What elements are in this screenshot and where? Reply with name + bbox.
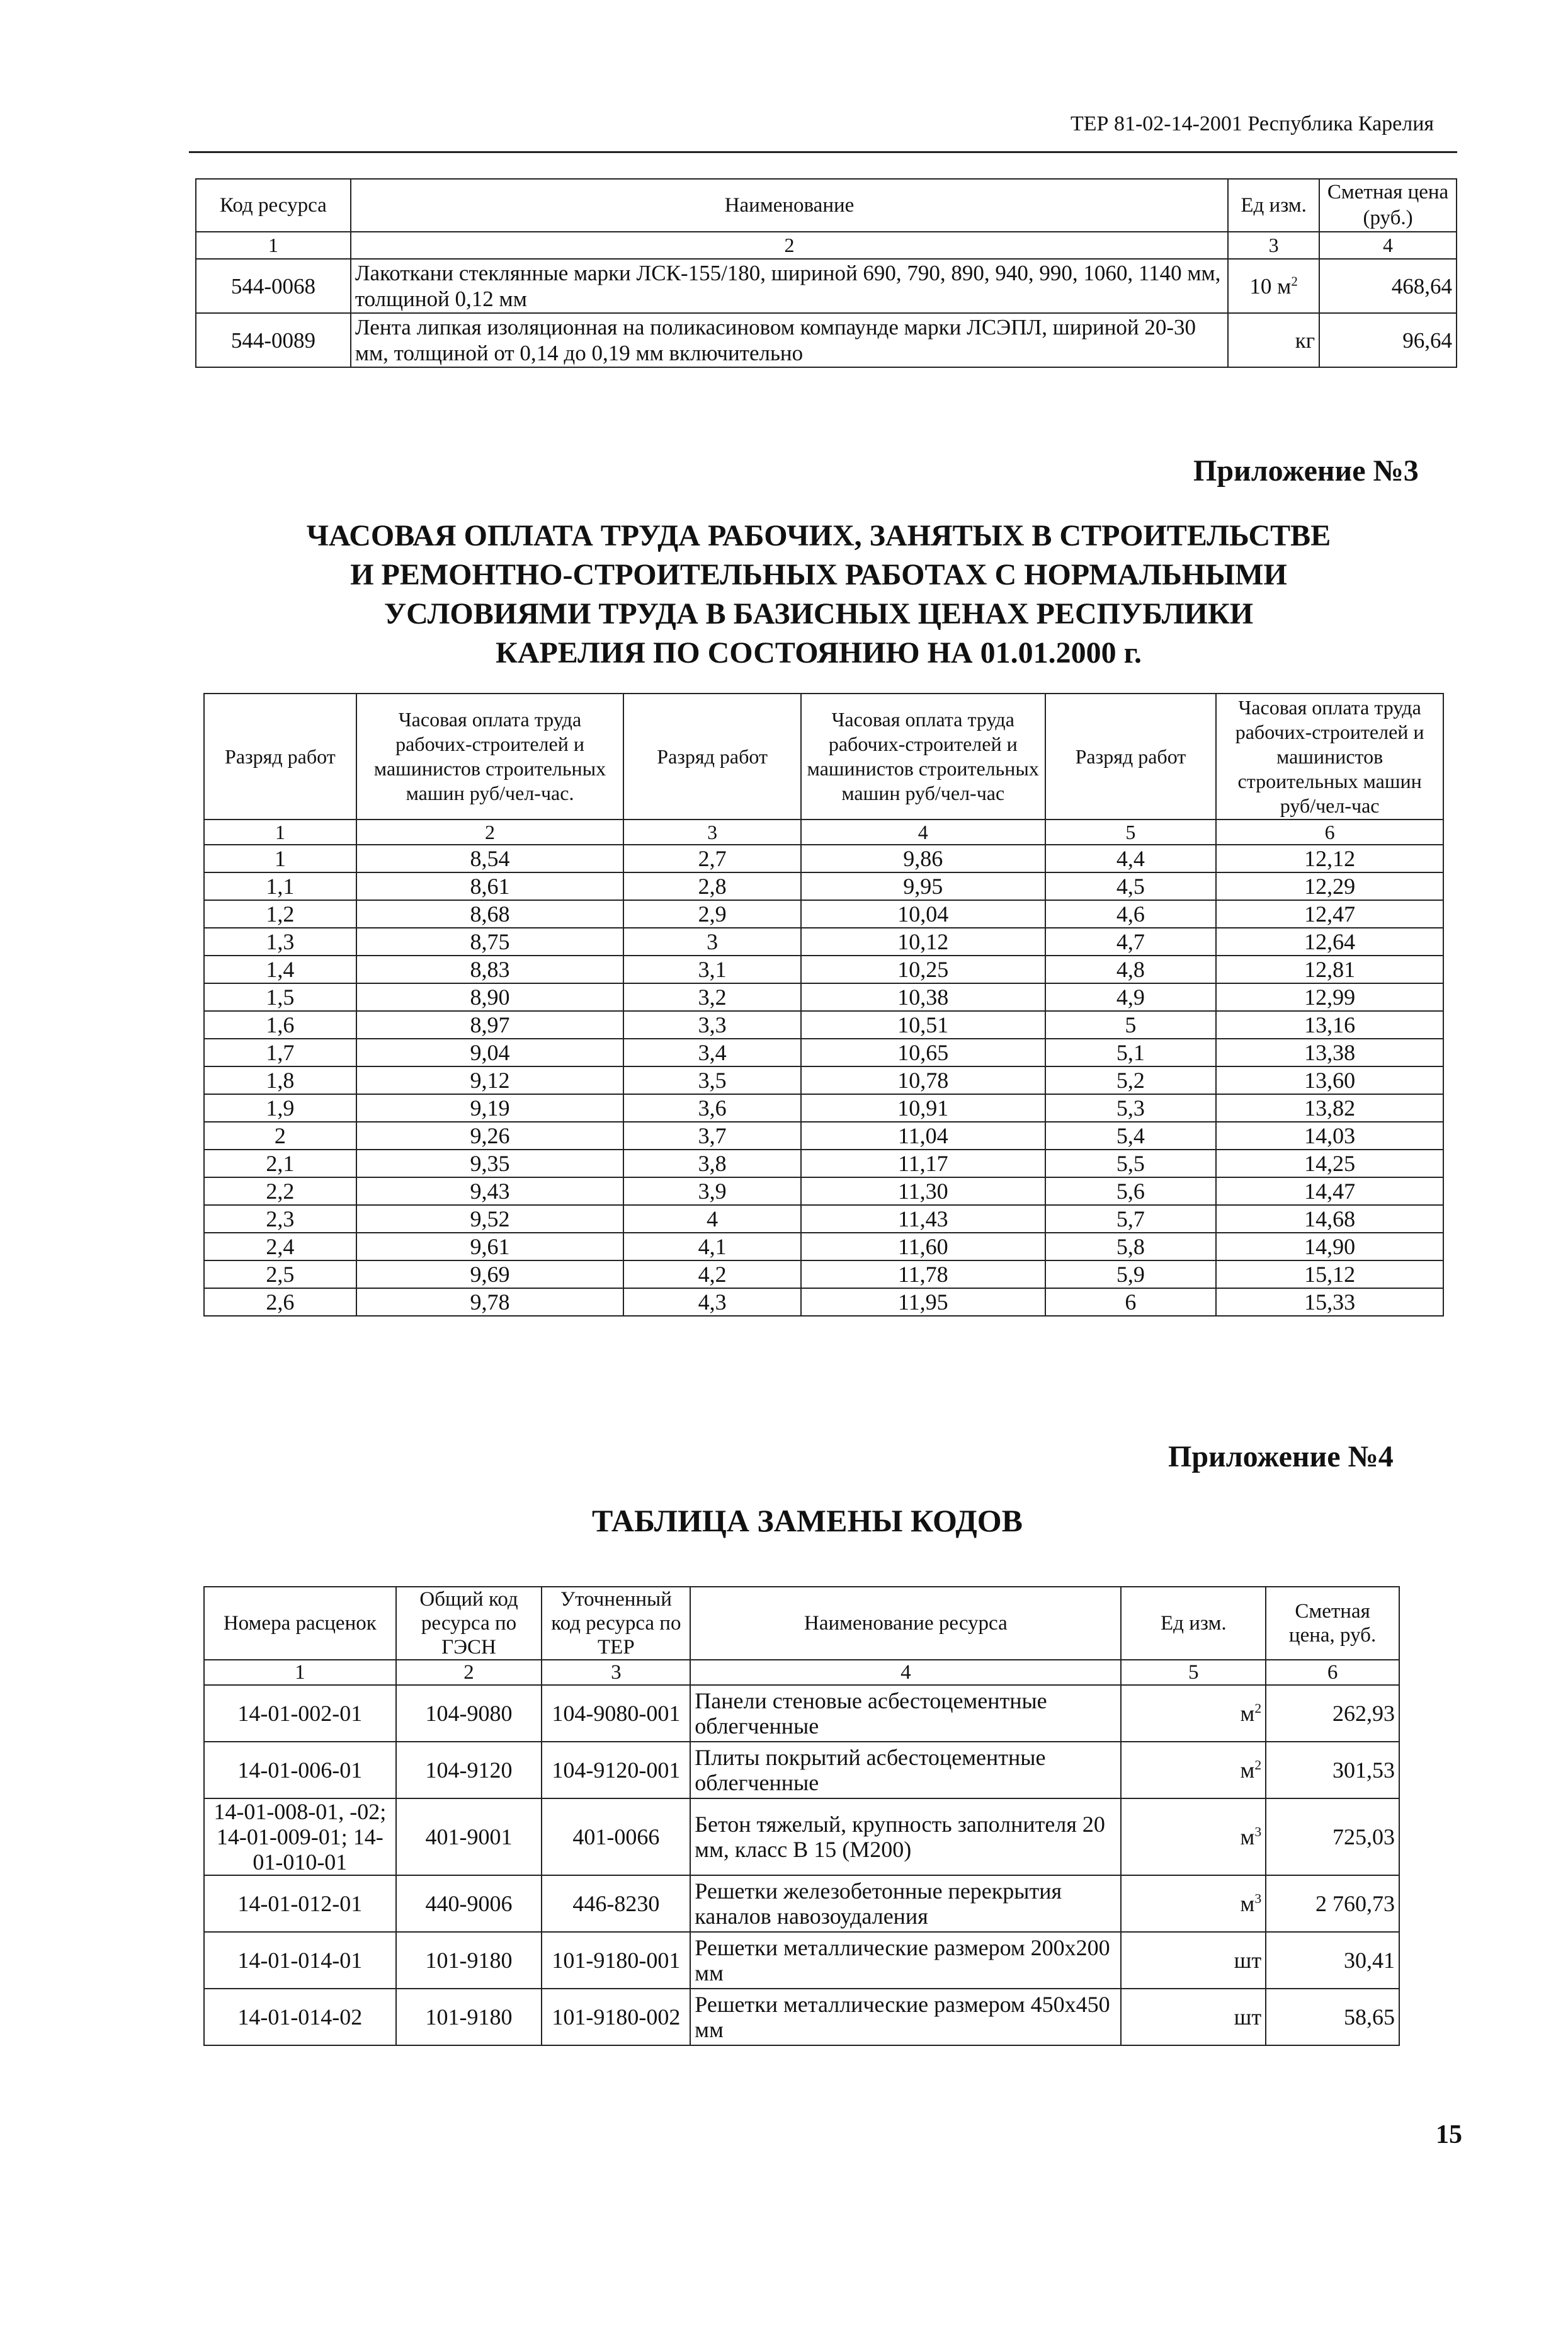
page-number: 15 [1436,2120,1462,2149]
column-number-row [204,820,1443,845]
grade-cell: 5,3 [1045,1094,1217,1122]
grade-cell: 5,6 [1045,1177,1217,1205]
section-3-title [302,517,1335,673]
rate-numbers: 14-01-002-01 [204,1685,396,1742]
gesn-code: 104-9080 [396,1685,542,1742]
table-row [204,1039,1443,1066]
column-number: 6 [1266,1660,1399,1685]
code-replacement-table [203,1586,1400,2046]
grade-cell: 5,5 [1045,1150,1217,1177]
grade-cell: 5,2 [1045,1066,1217,1094]
wage-cell: 11,78 [801,1260,1045,1288]
wage-cell: 8,97 [356,1011,624,1039]
wage-cell: 9,43 [356,1177,624,1205]
gesn-code: 401-9001 [396,1798,542,1875]
table-row [204,1150,1443,1177]
column-number: 6 [1216,820,1443,845]
wage-cell: 9,35 [356,1150,624,1177]
column-header: Сметная цена (руб.) [1319,179,1457,232]
grade-cell: 3,8 [623,1150,801,1177]
table-row [204,1798,1399,1875]
wage-cell: 9,61 [356,1233,624,1260]
column-header: Наименование ресурса [690,1587,1121,1660]
grade-cell: 3,7 [623,1122,801,1150]
grade-cell: 5 [1045,1011,1217,1039]
column-number: 5 [1045,820,1217,845]
wage-cell: 10,04 [801,900,1045,928]
wage-cell: 12,29 [1216,872,1443,900]
wage-rows [204,845,1443,1316]
unit: кг [1295,328,1315,353]
wage-cell: 15,33 [1216,1288,1443,1316]
wage-cell: 9,95 [801,872,1045,900]
price: 262,93 [1266,1685,1399,1742]
rate-numbers: 14-01-008-01, -02; 14-01-009-01; 14-01-010-01 [204,1798,396,1875]
grade-cell: 4,3 [623,1288,801,1316]
grade-cell: 4,1 [623,1233,801,1260]
column-number: 1 [204,1660,396,1685]
wage-cell: 9,78 [356,1288,624,1316]
wage-cell: 8,75 [356,928,624,956]
wage-cell: 10,51 [801,1011,1045,1039]
grade-cell: 3 [623,928,801,956]
column-number: 2 [356,820,624,845]
column-header: Общий код ресурса по ГЭСН [396,1587,542,1660]
resource-name: Плиты покрытий асбестоцементные облегченные [690,1742,1121,1798]
price: 725,03 [1266,1798,1399,1875]
grade-cell: 4 [623,1205,801,1233]
wage-cell: 11,43 [801,1205,1045,1233]
column-number: 3 [1228,232,1319,259]
unit-cell [1228,313,1319,367]
grade-cell: 4,4 [1045,845,1217,872]
grade-cell: 5,9 [1045,1260,1217,1288]
table-row [196,259,1457,313]
wage-cell: 9,04 [356,1039,624,1066]
grade-cell: 1,1 [204,872,356,900]
unit: шт [1234,1948,1262,1973]
column-number: 1 [196,232,351,259]
wage-cell: 8,90 [356,983,624,1011]
grade-cell: 3,1 [623,956,801,983]
rate-numbers: 14-01-006-01 [204,1742,396,1798]
resource-price-table [195,178,1457,368]
wage-cell: 8,54 [356,845,624,872]
replacement-rows [204,1685,1399,2045]
resource-code: 544-0068 [196,259,351,313]
unit-cell [1121,1742,1266,1798]
wage-cell: 13,60 [1216,1066,1443,1094]
grade-cell: 1,6 [204,1011,356,1039]
resource-name: Решетки металлические размером 450х450 мм [690,1989,1121,2045]
ter-code: 104-9120-001 [542,1742,690,1798]
resource-name: Панели стеновые асбестоцементные облегченные [690,1685,1121,1742]
rate-numbers: 14-01-014-02 [204,1989,396,2045]
table-row [204,928,1443,956]
table-row [196,313,1457,367]
column-header: Ед изм. [1228,179,1319,232]
table-row [204,1122,1443,1150]
grade-cell: 2,7 [623,845,801,872]
price: 468,64 [1319,259,1457,313]
grade-cell: 2,8 [623,872,801,900]
grade-cell: 1,9 [204,1094,356,1122]
wage-cell: 9,69 [356,1260,624,1288]
grade-cell: 4,8 [1045,956,1217,983]
gesn-code: 101-9180 [396,1932,542,1989]
wage-cell: 8,61 [356,872,624,900]
wage-cell: 12,64 [1216,928,1443,956]
column-header: Код ресурса [196,179,351,232]
grade-cell: 5,7 [1045,1205,1217,1233]
grade-cell: 1,2 [204,900,356,928]
appendix-4-label: Приложение №4 [1168,1440,1394,1473]
column-header: Часовая оплата труда рабочих-строителей и машинистов строительных машин руб/чел-час. [356,694,624,820]
column-number: 2 [351,232,1228,259]
column-number: 2 [396,1660,542,1685]
unit-superscript: 3 [1254,1824,1262,1839]
appendix-3-label: Приложение №3 [1193,454,1419,488]
table-row [204,1742,1399,1798]
wage-cell: 10,65 [801,1039,1045,1066]
gesn-code: 101-9180 [396,1989,542,2045]
grade-cell: 4,9 [1045,983,1217,1011]
title-line: ЧАСОВАЯ ОПЛАТА ТРУДА РАБОЧИХ, ЗАНЯТЫХ В СТРОИТЕЛЬСТВЕ [306,519,1331,552]
table-row [204,872,1443,900]
title-line: КАРЕЛИЯ ПО СОСТОЯНИЮ НА 01.01.2000 г. [496,636,1142,670]
table-row [204,1989,1399,2045]
wage-cell: 11,95 [801,1288,1045,1316]
grade-cell: 2,2 [204,1177,356,1205]
unit: м [1240,1891,1255,1916]
wage-cell: 14,03 [1216,1122,1443,1150]
wage-cell: 10,38 [801,983,1045,1011]
grade-cell: 4,7 [1045,928,1217,956]
column-number: 3 [623,820,801,845]
wage-cell: 14,47 [1216,1177,1443,1205]
wage-cell: 10,12 [801,928,1045,956]
rate-numbers: 14-01-014-01 [204,1932,396,1989]
table-row [204,1932,1399,1989]
price: 301,53 [1266,1742,1399,1798]
grade-cell: 3,2 [623,983,801,1011]
price: 96,64 [1319,313,1457,367]
table-row [204,1260,1443,1288]
ter-code: 446-8230 [542,1875,690,1932]
column-number: 1 [204,820,356,845]
unit-superscript: 3 [1254,1891,1262,1906]
column-number: 5 [1121,1660,1266,1685]
gesn-code: 440-9006 [396,1875,542,1932]
unit: 10 м [1249,273,1292,299]
unit-superscript: 2 [1254,1757,1262,1773]
ter-code: 101-9180-002 [542,1989,690,2045]
unit: шт [1234,2004,1262,2030]
grade-cell: 4,5 [1045,872,1217,900]
rate-numbers: 14-01-012-01 [204,1875,396,1932]
table-row [204,1066,1443,1094]
grade-cell: 2,4 [204,1233,356,1260]
wage-cell: 12,81 [1216,956,1443,983]
title-line: И РЕМОНТНО-СТРОИТЕЛЬНЫХ РАБОТАХ С НОРМАЛЬНЫМИ [350,558,1287,591]
grade-cell: 1,7 [204,1039,356,1066]
column-header: Разряд работ [623,694,801,820]
column-header: Разряд работ [1045,694,1217,820]
price: 58,65 [1266,1989,1399,2045]
wage-cell: 11,60 [801,1233,1045,1260]
ter-code: 104-9080-001 [542,1685,690,1742]
price: 2 760,73 [1266,1875,1399,1932]
grade-cell: 4,6 [1045,900,1217,928]
unit-superscript: 2 [1291,273,1298,288]
unit-cell [1121,1989,1266,2045]
unit-cell [1121,1875,1266,1932]
table-row [204,1205,1443,1233]
unit-cell [1121,1685,1266,1742]
grade-cell: 2,1 [204,1150,356,1177]
resource-name: Решетки железобетонные перекрытия каналов навозоудаления [690,1875,1121,1932]
grade-cell: 2,5 [204,1260,356,1288]
wage-cell: 12,47 [1216,900,1443,928]
title-line: УСЛОВИЯМИ ТРУДА В БАЗИСНЫХ ЦЕНАХ РЕСПУБЛИКИ [383,597,1254,631]
column-header: Номера расценок [204,1587,396,1660]
wage-cell: 12,99 [1216,983,1443,1011]
unit-cell [1121,1798,1266,1875]
wage-cell: 8,68 [356,900,624,928]
table-row [204,845,1443,872]
grade-cell: 2,3 [204,1205,356,1233]
table-row [204,1288,1443,1316]
table-row [204,1177,1443,1205]
table-row [204,1233,1443,1260]
unit-cell [1228,259,1319,313]
wage-cell: 14,68 [1216,1205,1443,1233]
unit: м [1240,1757,1255,1783]
wage-cell: 11,30 [801,1177,1045,1205]
table-row [204,1011,1443,1039]
grade-cell: 3,3 [623,1011,801,1039]
ter-code: 101-9180-001 [542,1932,690,1989]
table-row [204,1685,1399,1742]
section-4-title: ТАБЛИЦА ЗАМЕНЫ КОДОВ [592,1503,1023,1538]
unit: м [1240,1701,1255,1726]
grade-cell: 2,9 [623,900,801,928]
wage-cell: 10,91 [801,1094,1045,1122]
wage-cell: 13,16 [1216,1011,1443,1039]
grade-cell: 3,4 [623,1039,801,1066]
column-number: 4 [690,1660,1121,1685]
grade-cell: 5,8 [1045,1233,1217,1260]
wage-cell: 12,12 [1216,845,1443,872]
grade-cell: 2,6 [204,1288,356,1316]
grade-cell: 1 [204,845,356,872]
hourly-wage-table [203,693,1444,1317]
grade-cell: 3,5 [623,1066,801,1094]
grade-cell: 2 [204,1122,356,1150]
table-row [204,900,1443,928]
table-row [204,956,1443,983]
column-number: 3 [542,1660,690,1685]
wage-cell: 11,17 [801,1150,1045,1177]
unit-cell [1121,1932,1266,1989]
wage-cell: 10,78 [801,1066,1045,1094]
resource-code: 544-0089 [196,313,351,367]
column-number-row [204,1660,1399,1685]
column-header: Наименование [351,179,1228,232]
header-rule [189,151,1457,153]
column-number: 4 [801,820,1045,845]
column-number: 4 [1319,232,1457,259]
resource-name: Лента липкая изоляционная на поликасиновом компаунде марки ЛСЭПЛ, шириной 20-30 мм, толщиной от 0,14 до 0,19 мм включительно [351,313,1228,367]
wage-cell: 9,52 [356,1205,624,1233]
column-header: Уточненный код ресурса по ТЕР [542,1587,690,1660]
unit: м [1240,1824,1255,1849]
resource-name: Бетон тяжелый, крупность заполнителя 20 мм, класс В 15 (М200) [690,1798,1121,1875]
wage-cell: 13,82 [1216,1094,1443,1122]
column-header: Часовая оплата труда рабочих-строителей и машинистов строительных машин руб/чел-час [801,694,1045,820]
unit-superscript: 2 [1254,1701,1262,1716]
column-header: Часовая оплата труда рабочих-строителей и машинистов строительных машин руб/чел-час [1216,694,1443,820]
resource-name: Лакоткани стеклянные марки ЛСК-155/180, шириной 690, 790, 890, 940, 990, 1060, 1140 мм, толщиной 0,12 мм [351,259,1228,313]
grade-cell: 1,5 [204,983,356,1011]
ter-code: 401-0066 [542,1798,690,1875]
table-row [204,983,1443,1011]
wage-cell: 14,90 [1216,1233,1443,1260]
resource-name: Решетки металлические размером 200х200 мм [690,1932,1121,1989]
column-header: Разряд работ [204,694,356,820]
document-header: ТЕР 81-02-14-2001 Республика Карелия [1071,112,1434,135]
wage-cell: 11,04 [801,1122,1045,1150]
grade-cell: 3,9 [623,1177,801,1205]
gesn-code: 104-9120 [396,1742,542,1798]
grade-cell: 1,3 [204,928,356,956]
column-header: Сметная цена, руб. [1266,1587,1399,1660]
wage-cell: 9,86 [801,845,1045,872]
grade-cell: 1,8 [204,1066,356,1094]
wage-cell: 9,26 [356,1122,624,1150]
table-row [204,1875,1399,1932]
wage-cell: 9,19 [356,1094,624,1122]
column-header: Ед изм. [1121,1587,1266,1660]
price: 30,41 [1266,1932,1399,1989]
grade-cell: 1,4 [204,956,356,983]
grade-cell: 5,1 [1045,1039,1217,1066]
wage-cell: 9,12 [356,1066,624,1094]
table-row [204,1094,1443,1122]
wage-cell: 10,25 [801,956,1045,983]
grade-cell: 3,6 [623,1094,801,1122]
grade-cell: 5,4 [1045,1122,1217,1150]
wage-cell: 14,25 [1216,1150,1443,1177]
grade-cell: 4,2 [623,1260,801,1288]
wage-cell: 13,38 [1216,1039,1443,1066]
column-number-row [196,232,1457,259]
wage-cell: 15,12 [1216,1260,1443,1288]
grade-cell: 6 [1045,1288,1217,1316]
wage-cell: 8,83 [356,956,624,983]
